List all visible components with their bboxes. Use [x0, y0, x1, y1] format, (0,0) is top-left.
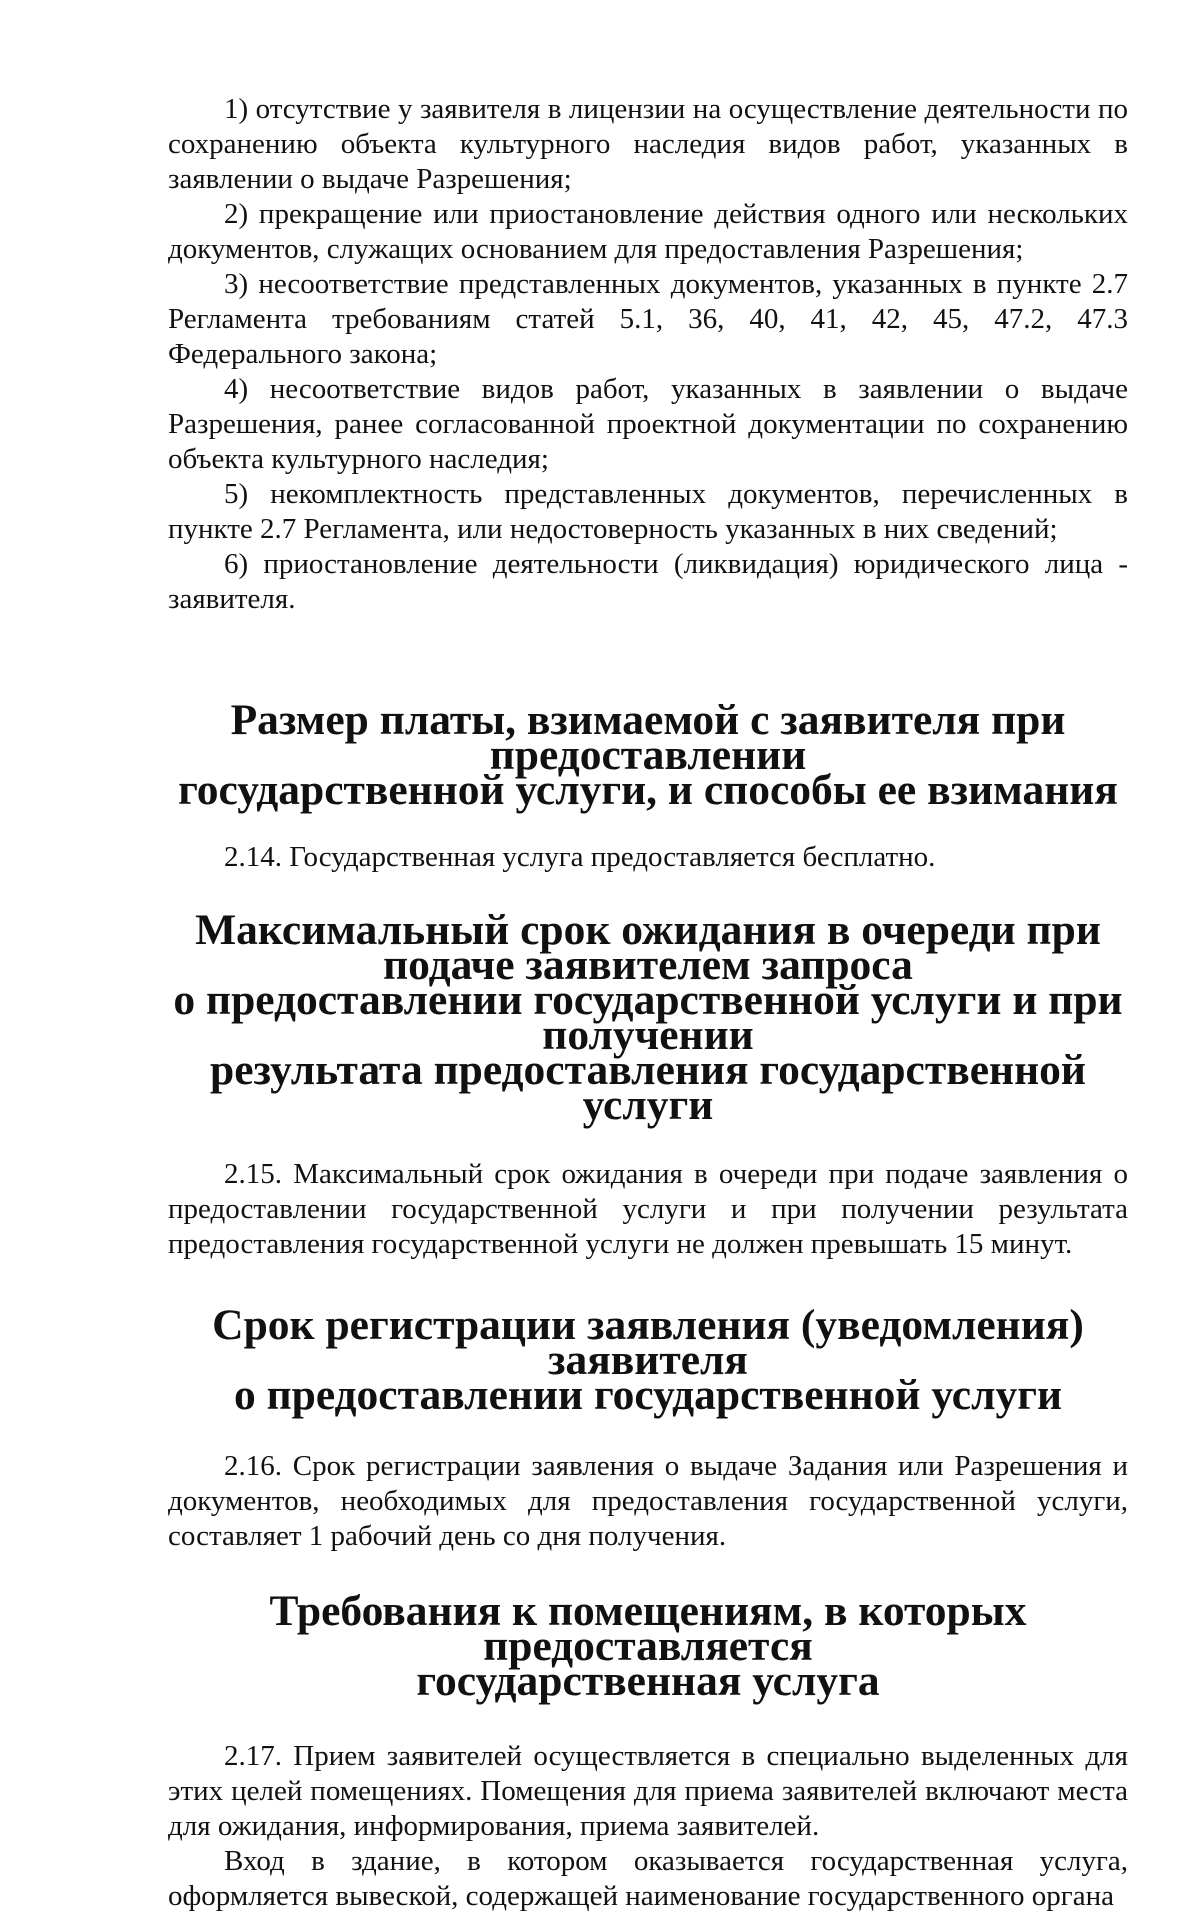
refusal-grounds-list: [168, 92, 1128, 617]
document-page: [168, 92, 1128, 1914]
paragraph-2-17: 2.17. Прием заявителей осуществляется в специально выделенных для этих целей помещениях. Помещения для приема заявителей включают места для ожидания, информирования, приема заявителей.: [168, 1740, 1128, 1842]
list-item: 6) приостановление деятельности (ликвидация) юридического лица - заявителя.: [168, 548, 1128, 615]
heading-line: о предоставлении государственной услуги и при получении: [173, 976, 1123, 1059]
paragraph-2-15: 2.15. Максимальный срок ожидания в очереди при подаче заявления о предоставлении государственной услуги и при получении результата предоставления государственной услуги не должен превышать 15 минут.: [168, 1158, 1128, 1260]
list-item: 2) прекращение или приостановление действия одного или нескольких документов, служащих основанием для предоставления Разрешения;: [168, 198, 1128, 265]
list-item: 1) отсутствие у заявителя в лицензии на осуществление деятельности по сохранению объекта культурного наследия видов работ, указанных в заявлении о выдаче Разрешения;: [168, 93, 1128, 195]
heading-line: государственная услуга: [416, 1657, 880, 1705]
section-heading-fee: [168, 696, 1128, 814]
heading-line: государственной услуги, и способы ее взимания: [178, 766, 1118, 814]
paragraph-2-16: 2.16. Срок регистрации заявления о выдаче Задания или Разрешения и документов, необходимых для предоставления государственной услуги, составляет 1 рабочий день со дня получения.: [168, 1450, 1128, 1552]
list-item: 5) некомплектность представленных документов, перечисленных в пункте 2.7 Регламента, или недостоверность указанных в них сведений;: [168, 478, 1128, 545]
heading-line: Срок регистрации заявления (уведомления) заявителя: [212, 1301, 1084, 1384]
section-heading-queue: [168, 906, 1128, 1129]
heading-line: о предоставлении государственной услуги: [233, 1371, 1063, 1419]
section-heading-premises: [168, 1587, 1128, 1705]
paragraph-entrance: Вход в здание, в котором оказывается государственная услуга, оформляется вывеской, содержащей наименование государственного органа: [168, 1845, 1128, 1912]
list-item: 3) несоответствие представленных документов, указанных в пункте 2.7 Регламента требованиям статей 5.1, 36, 40, 41, 42, 45, 47.2, 47.3 Федерального закона;: [168, 268, 1128, 370]
paragraph-2-14: 2.14. Государственная услуга предоставляется бесплатно.: [224, 841, 936, 873]
heading-line: Максимальный срок ожидания в очереди при подаче заявителем запроса: [195, 906, 1101, 989]
heading-line: Размер платы, взимаемой с заявителя при предоставлении: [230, 696, 1066, 779]
heading-line: результата предоставления государственной услуги: [210, 1046, 1086, 1129]
section-heading-registration: [168, 1301, 1128, 1419]
heading-line: Требования к помещениям, в которых предоставляется: [269, 1587, 1027, 1670]
list-item: 4) несоответствие видов работ, указанных в заявлении о выдаче Разрешения, ранее согласованной проектной документации по сохранению объекта культурного наследия;: [168, 373, 1128, 475]
